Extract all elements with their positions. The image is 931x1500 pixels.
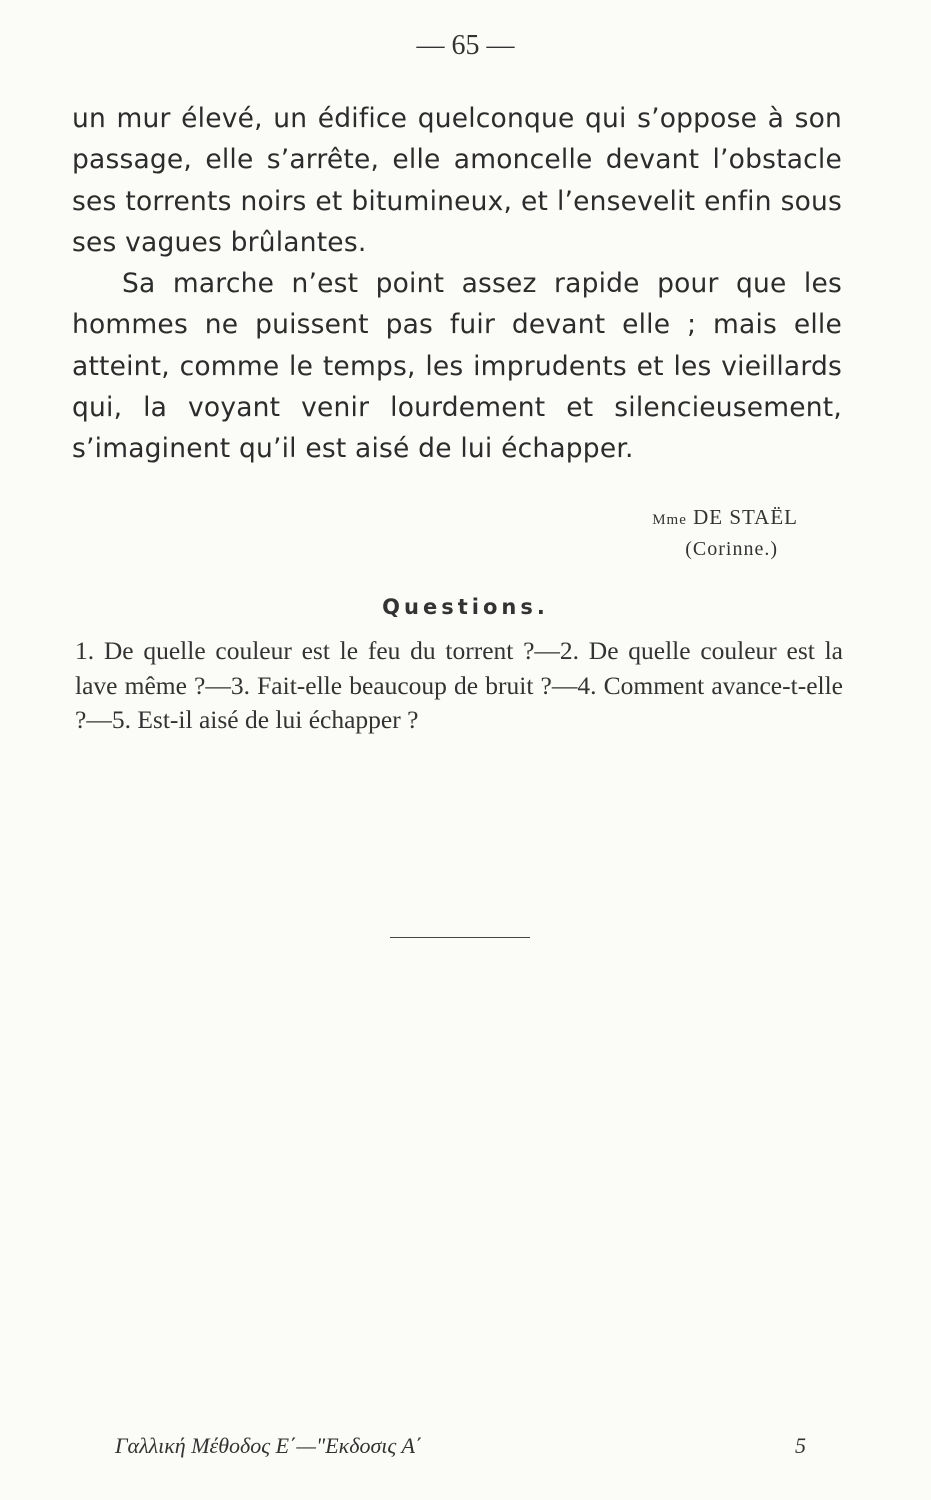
questions-heading: Questions. bbox=[382, 595, 549, 619]
questions-text: 1. De quelle couleur est le feu du torrent ?—2. De quelle couleur est la lave même ?—3. Fait-elle beaucoup de bruit ?—4. Comment avance-t-elle ?—5. Est-il aisé de lui échapper ? bbox=[75, 636, 843, 734]
paragraph-1: un mur élevé, un édifice quelconque qui s’oppose à son passage, elle s’arrête, elle amoncelle devant l’obstacle ses torrents noirs et bitumineux, et l’ensevelit enfin sous ses vagues brûlantes. bbox=[72, 103, 842, 258]
author-title: Mme bbox=[652, 512, 687, 528]
author-name: DE STAËL bbox=[693, 505, 798, 529]
section-divider bbox=[390, 937, 530, 938]
footer-text: Γαλλική Μέθοδος Ε΄—"Εκδοσις Α΄ bbox=[115, 1433, 423, 1458]
footer-signature: 5 bbox=[795, 1433, 806, 1458]
author-attribution bbox=[560, 505, 798, 530]
source-title: (Corinne.) bbox=[685, 538, 778, 560]
page-number: — 65 — bbox=[416, 30, 515, 61]
passage-text bbox=[72, 98, 842, 470]
paragraph-2: Sa marche n’est point assez rapide pour que les hommes ne puissent pas fuir devant elle ; mais elle atteint, comme le temps, les imprudents et les vieillards qui, la voyant venir lourdement et silencieusement, s’imaginent qu’il est aisé de lui échapper. bbox=[72, 268, 842, 465]
